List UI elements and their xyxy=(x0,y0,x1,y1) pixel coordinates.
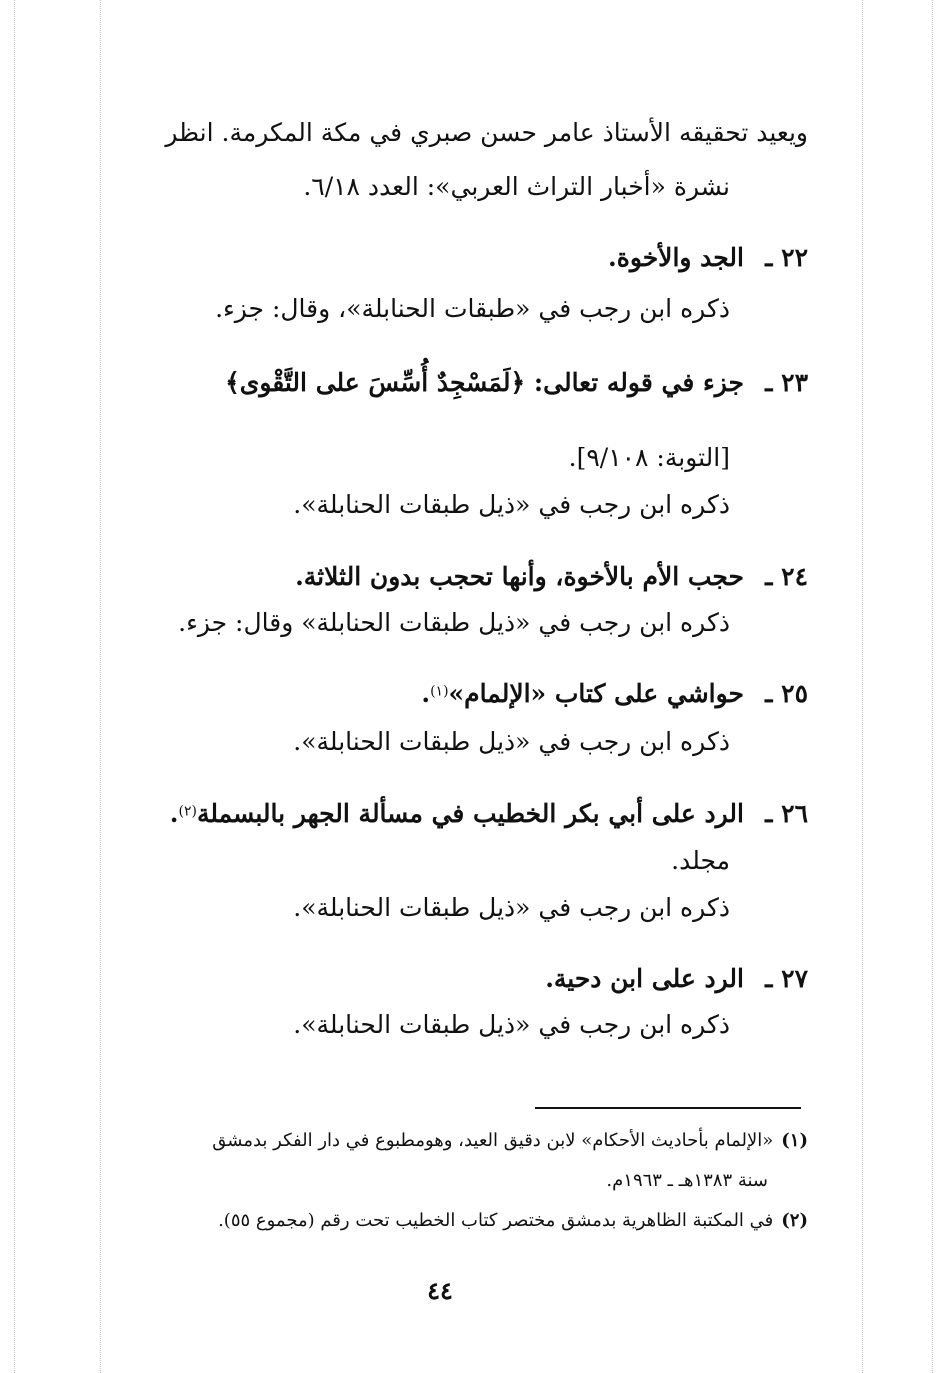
entry-27-heading xyxy=(545,964,808,993)
footnote-number: (١) xyxy=(781,1130,808,1151)
entry-24-heading xyxy=(295,562,808,591)
intro-line-1: ويعيد تحقيقه الأستاذ عامر حسن صبري في مكة المكرمة. انظر xyxy=(165,118,808,147)
entry-23-line-2: ذكره ابن رجب في «ذيل طبقات الحنابلة». xyxy=(293,490,730,519)
entry-26-heading xyxy=(170,799,808,828)
entry-number: ٢٦ ـ xyxy=(765,799,808,828)
entry-number: ٢٣ ـ xyxy=(765,368,808,397)
entry-24-line-1: ذكره ابن رجب في «ذيل طبقات الحنابلة» وقال: جزء. xyxy=(178,608,730,637)
entry-25-line-1: ذكره ابن رجب في «ذيل طبقات الحنابلة». xyxy=(293,727,730,756)
footnote-2-line-1 xyxy=(218,1210,808,1231)
footnote-1-line-2: سنة ١٣٨٣هـ ـ ١٩٦٣م. xyxy=(606,1170,768,1191)
entry-23-line-1: [التوبة: ٩/١٠٨]. xyxy=(568,443,730,472)
footnote-text: «الإلمام بأحاديث الأحكام» لابن دقيق العيد، وهومطبوع في دار الفكر بدمشق xyxy=(212,1130,774,1151)
entry-number: ٢٢ ـ xyxy=(765,243,808,272)
entry-title-suffix: . xyxy=(169,799,179,828)
entry-number: ٢٤ ـ xyxy=(765,562,808,591)
entry-25-heading xyxy=(421,679,808,708)
entry-22-heading xyxy=(608,243,808,272)
entry-27-line-1: ذكره ابن رجب في «ذيل طبقات الحنابلة». xyxy=(293,1010,730,1039)
entry-title: حواشي على كتاب «الإلمام» xyxy=(448,679,744,708)
entry-26-line-2: ذكره ابن رجب في «ذيل طبقات الحنابلة». xyxy=(293,893,730,922)
scan-guide-line xyxy=(862,0,863,1373)
footnote-number: (٢) xyxy=(781,1210,808,1231)
footnote-1-line-1 xyxy=(212,1130,808,1151)
entry-title-suffix: . xyxy=(421,679,431,708)
footnote-ref: (١) xyxy=(430,683,449,700)
entry-title: الرد على ابن دحية. xyxy=(545,964,744,993)
footnote-text: في المكتبة الظاهرية بدمشق مختصر كتاب الخطيب تحت رقم (مجموع ٥٥). xyxy=(218,1210,774,1231)
footnote-divider xyxy=(535,1107,801,1109)
entry-number: ٢٥ ـ xyxy=(765,679,808,708)
footnote-ref: (٢) xyxy=(178,803,197,820)
scan-guide-line xyxy=(14,0,15,1373)
entry-22-line-1: ذكره ابن رجب في «طبقات الحنابلة»، وقال: جزء. xyxy=(215,294,730,323)
entry-26-line-1: مجلد. xyxy=(671,846,730,875)
entry-title: الرد على أبي بكر الخطيب في مسألة الجهر بالبسملة xyxy=(196,799,744,828)
page-number: ٤٤ xyxy=(427,1276,453,1305)
entry-title: جزء في قوله تعالى: ﴿لَمَسْجِدٌ أُسِّسَ على التَّقْوى﴾ xyxy=(225,368,744,397)
scan-guide-line xyxy=(932,0,933,1373)
intro-line-2: نشرة «أخبار التراث العربي»: العدد ٦/١٨. xyxy=(303,172,730,201)
entry-title: الجد والأخوة. xyxy=(608,243,744,272)
entry-23-heading xyxy=(225,368,808,397)
scan-guide-line xyxy=(100,0,101,1373)
entry-title: حجب الأم بالأخوة، وأنها تحجب بدون الثلاثة. xyxy=(295,562,744,591)
entry-number: ٢٧ ـ xyxy=(765,964,808,993)
